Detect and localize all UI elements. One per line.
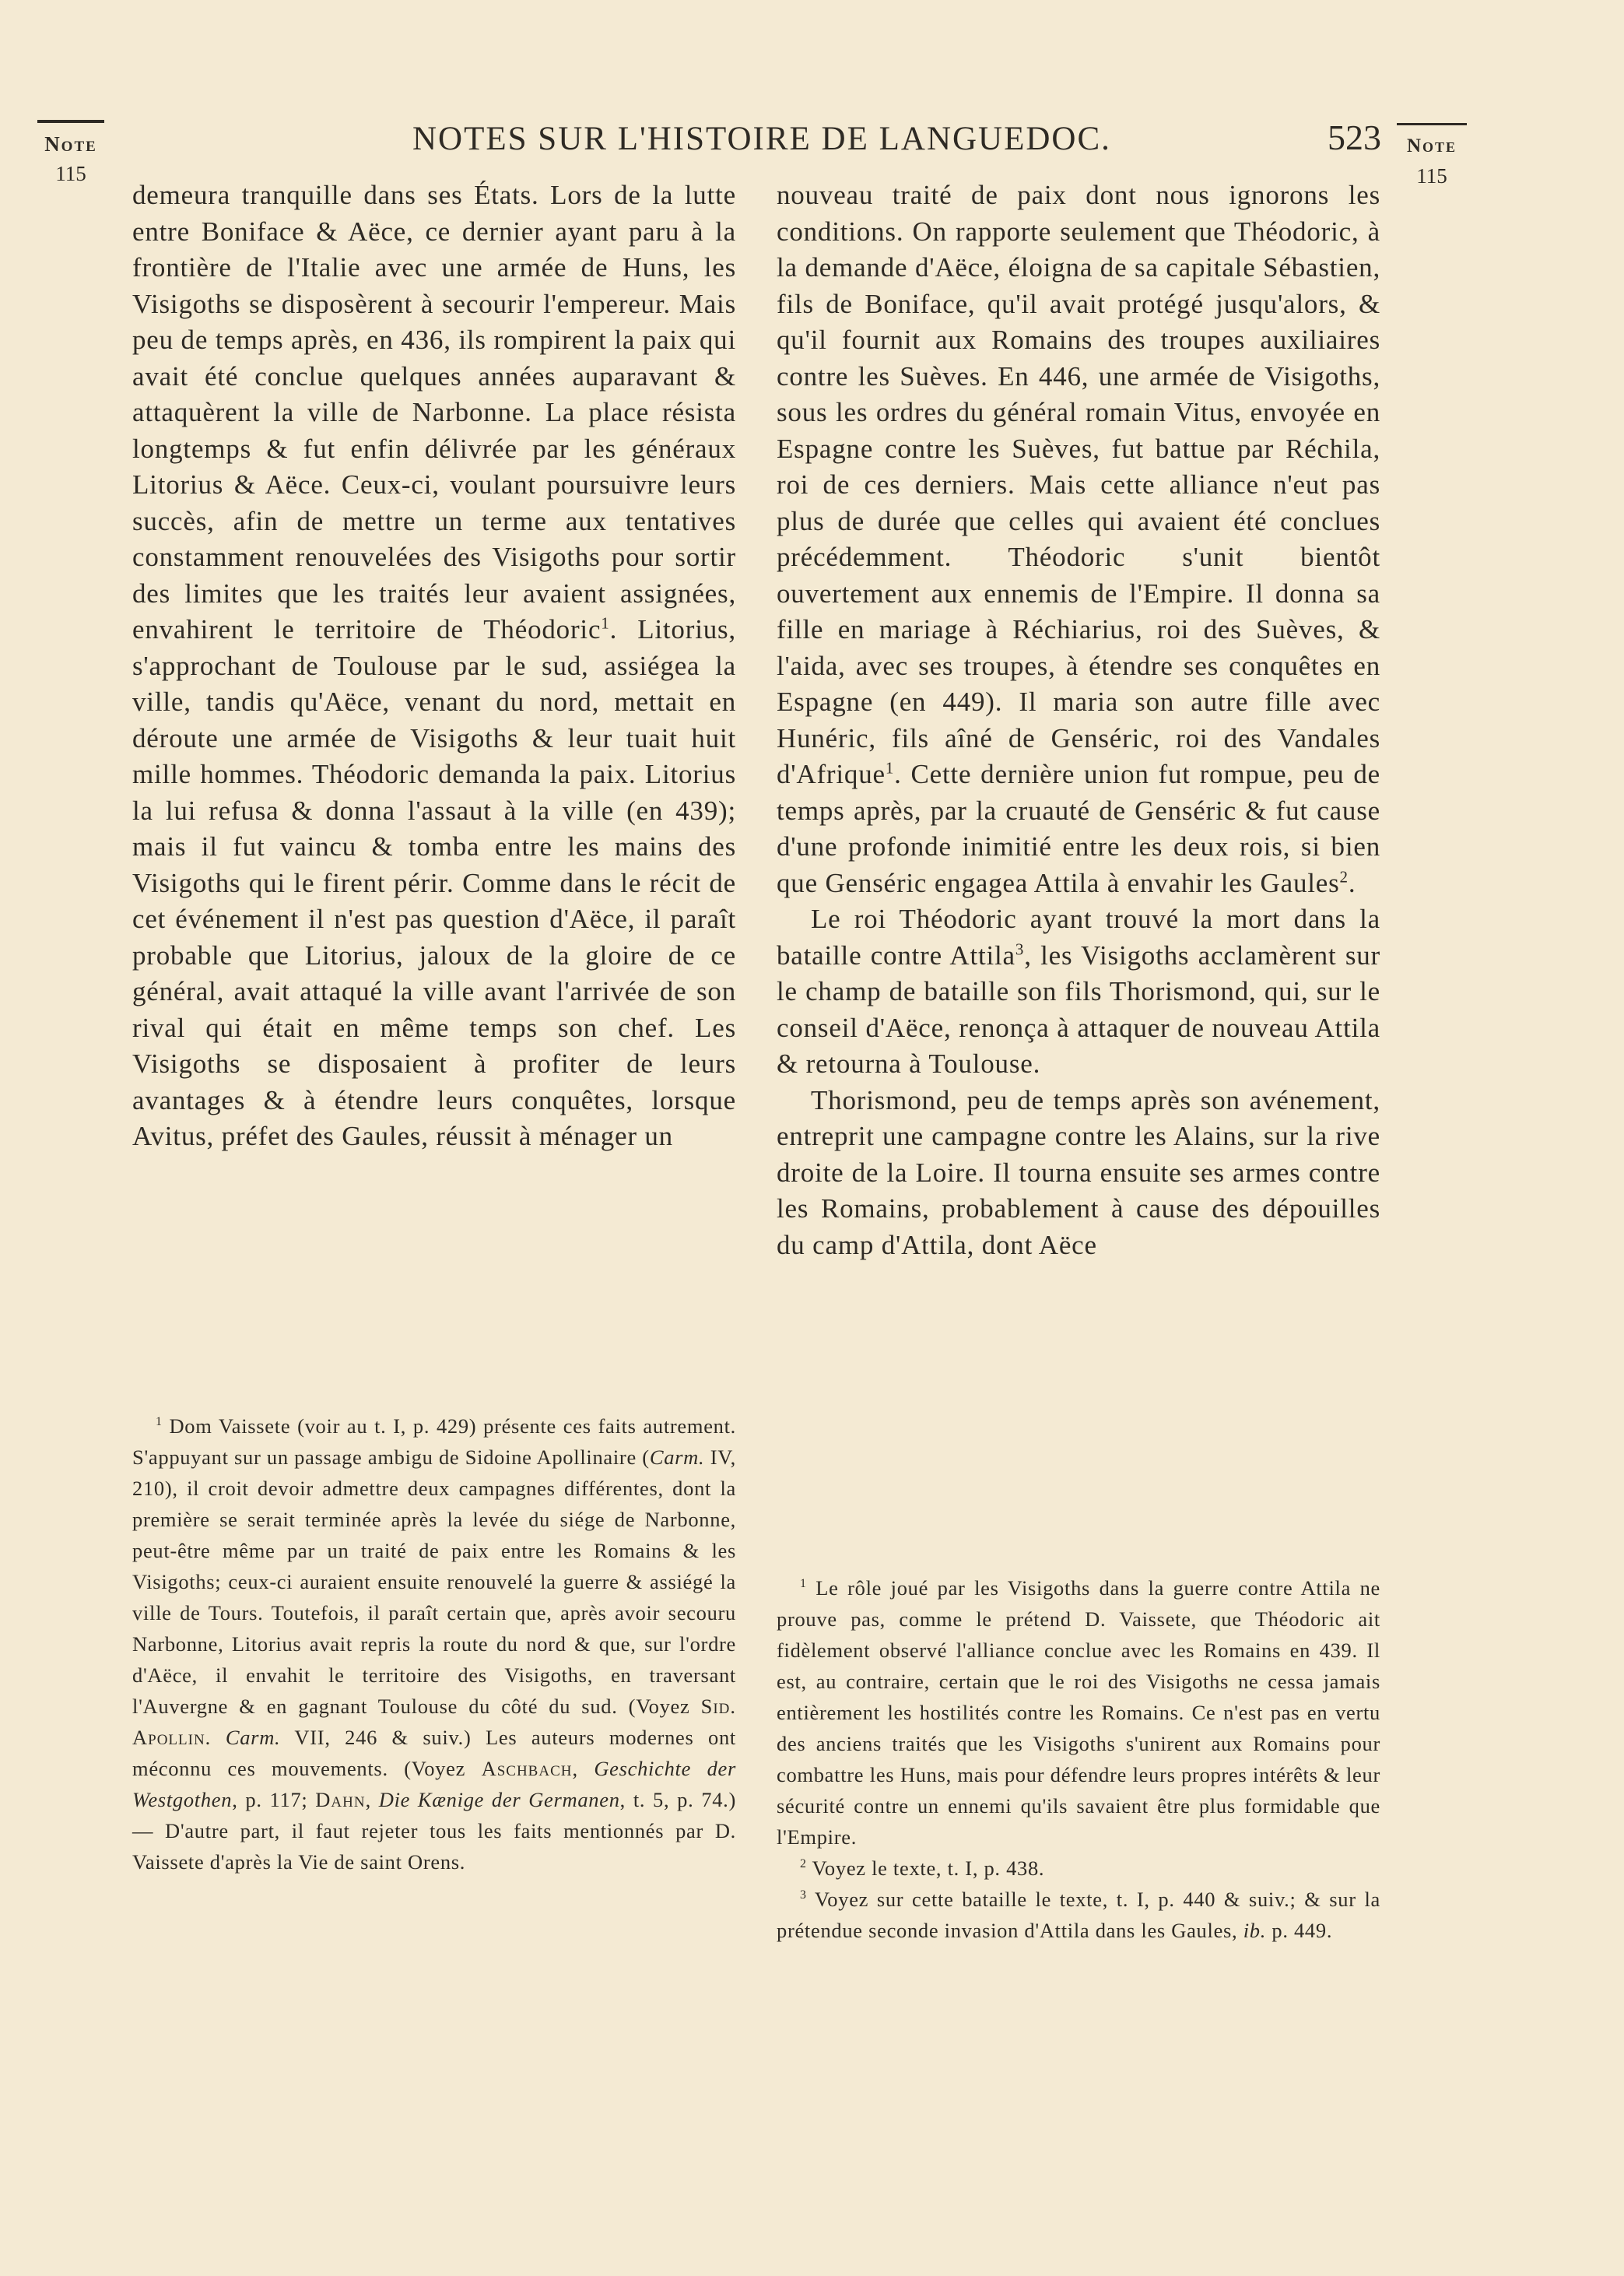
paragraph [132,177,736,1155]
text-run: , p. 117; [232,1788,316,1811]
text-run: , [365,1788,379,1811]
text-run: . [1348,867,1356,898]
page-number: 523 [1328,118,1381,157]
text-run: VII, 246 & suiv.) Les auteurs modernes ont méconnu ces mouvements. (Voyez [132,1726,736,1780]
left-margin-note [37,120,104,185]
page-title: NOTES SUR L'HISTOIRE DE LANGUEDOC. [412,121,1111,157]
author-name: Aschbach [481,1757,573,1780]
text-run: Le rôle joué par les Visigoths dans la guerre contre Attila ne prouve pas, comme le prétend D. Vaissete, que Théodoric ait fidèlement observé l'alliance conclue avec les Romains en 439. Il est, au contraire, certain que le roi des Visigoths ne cessa jamais entièrement les hostilités contre les Romains. Ce n'est pas en vertu des anciens traités que les Visigoths s'unirent aux Romains pour combattre les Huns, mais pour défendre leurs propres intérêts & leur sécurité contre un ennemi qu'ils savaient être plus formidable que l'Empire. [777,1576,1381,1849]
running-header [405,117,1401,163]
right-margin-note [1397,123,1467,188]
text-run: Voyez sur cette bataille le texte, t. I, p. 440 & suiv.; & sur la prétendue seconde invasion d'Attila dans les Gaules, [777,1888,1380,1942]
margin-note-label: Note [44,132,97,156]
left-footnotes [132,1410,736,1877]
citation-title: Geschichte der Westgothen [132,1757,736,1811]
author-name: Sid. Apollin. [132,1695,736,1749]
footnote-marker: 3 [800,1888,807,1902]
author-name: Dahn [315,1788,366,1811]
citation-title: Carm. [225,1726,281,1749]
margin-note-label: Note [1406,135,1457,156]
text-run: demeura tranquille dans ses États. Lors de la lutte entre Boniface & Aëce, ce dernier ayant paru à la frontière de l'Italie avec une armée de Huns, les Visigoths se disposèrent à secourir l'empereur. Mais peu de temps après, en 436, ils rompirent la paix qui avait été conclue quelques années auparavant & attaquèrent la ville de Narbonne. La place résista longtemps & fut enfin délivrée par les généraux Litorius & Aëce. Ceux-ci, voulant poursuivre leurs succès, afin de mettre un terme aux tentatives constamment renouvelées des Visigoths pour sortir des limites que les traités leur avaient assignées, envahirent le territoire de Théodoric [132,180,736,645]
footnote [777,1572,1380,1853]
footnote-marker: 1 [156,1415,163,1429]
footnote-marker: 2 [800,1857,807,1871]
margin-rule [37,120,104,123]
right-footnotes [777,1572,1380,1946]
text-run: IV, 210), il croit devoir admettre deux campagnes différentes, dont la première se serait terminée après la levée du siége de Narbonne, peut-être même par un traité de paix entre les Romains & les Visigoths; ceux-ci auraient ensuite renouvelé la guerre & assiégé la ville de Tours. Toutefois, il paraît certain que, après avoir secouru Narbonne, Litorius avait repris la route du nord & que, sur l'ordre d'Aëce, il envahit le territoire des Visigoths, en traversant l'Auvergne & en gagnant Toulouse du côté du sud. (Voyez [132,1445,736,1718]
citation-title: Carm. [649,1445,705,1469]
citation-abbrev: ib. [1243,1919,1267,1942]
text-run: nouveau traité de paix dont nous ignorons les conditions. On rapporte seulement que Théodoric, à la demande d'Aëce, éloigna de sa capitale Sébastien, fils de Boniface, qu'il avait protégé jusqu'alors, & qu'il fournit aux Romains des troupes auxiliaires contre les Suèves. En 446, une armée de Visigoths, sous les ordres du général romain Vitus, envoyée en Espagne contre les Suèves, fut battue par Réchila, roi de ces derniers. Mais cette alliance n'eut pas plus de durée que celles qui avaient été conclues précédemment. Théodoric s'unit bientôt ouvertement aux ennemis de l'Empire. Il donna sa fille en mariage à Réchiarius, roi des Suèves, & l'aida, avec ses troupes, à étendre ses conquêtes en Espagne (en 449). Il maria son autre fille avec Hunéric, fils aîné de Genséric, roi des Vandales d'Afrique [777,180,1380,789]
footnote-ref[interactable]: 1 [601,613,610,633]
text-run: . Litorius, s'approchant de Toulouse par le sud, assiégea la ville, tandis qu'Aëce, venant du nord, mettait en déroute une armée de Visigoths & leur tuait huit mille hommes. Théodoric demanda la paix. Litorius la lui refusa & donna l'assaut à la ville (en 439); mais il fut vaincu & tomba entre les mains des Visigoths qui le firent périr. Comme dans le récit de cet événement il n'est pas question d'Aëce, il paraît probable que Litorius, jaloux de la gloire de ce général, avait attaqué la ville avant l'arrivée de son rival qui était en même temps son chef. Les Visigoths se disposaient à profiter de leurs avantages & à étendre leurs conquêtes, lorsque Avitus, préfet des Gaules, réussit à ménager un [132,614,736,1151]
footnote-ref[interactable]: 3 [1015,939,1025,958]
paragraph: Thorismond, peu de temps après son avénement, entreprit une campagne contre les Alains, sur la rive droite de la Loire. Il tourna ensuite ses armes contre les Romains, probablement à cause des dépouilles du camp d'Attila, dont Aëce [777,1084,1380,1260]
footnote [132,1410,736,1877]
footnote [777,1884,1380,1946]
footnote-marker: 1 [800,1577,807,1591]
text-run: Dom Vaissete (voir au t. I, p. 429) présente ces faits autrement. S'appuyant sur un passage ambigu de Sidoine Apollinaire ( [132,1414,737,1469]
text-run: , t. 5, p. 74.) — D'autre part, il faut rejeter tous les faits mentionnés par D. Vaissete d'après la Vie de saint Orens. [132,1788,736,1874]
margin-rule [1397,123,1467,125]
text-run: , les Visigoths acclamèrent sur le champ de bataille son fils Thorismond, qui, sur le conseil d'Aëce, renonça à attaquer de nouveau Attila & retourna à Toulouse. [777,940,1381,1079]
paragraph [777,901,1380,1083]
left-column [132,177,736,1155]
paragraph [777,177,1380,901]
text-run: p. 449. [1266,1919,1333,1942]
text-run: Voyez le texte, t. I, p. 438. [812,1856,1045,1880]
footnote [777,1853,1380,1884]
text-run: Le roi Théodoric ayant trouvé la mort dans la bataille contre Attila [777,904,1380,971]
margin-note-number: 115 [55,162,86,185]
footnote-ref[interactable]: 2 [1339,866,1349,886]
citation-title: Die Kænige der Germanen [378,1788,620,1811]
footnote-ref[interactable]: 1 [885,758,895,778]
text-run: , [572,1757,595,1780]
right-column [777,177,1380,1263]
margin-note-number: 115 [1416,164,1447,188]
text-run: . Cette dernière union fut rompue, peu de temps après, par la cruauté de Genséric & fut cause d'une profonde inimitié entre les deux rois, si bien que Genséric engagea Attila à envahir les Gaules [777,759,1380,898]
